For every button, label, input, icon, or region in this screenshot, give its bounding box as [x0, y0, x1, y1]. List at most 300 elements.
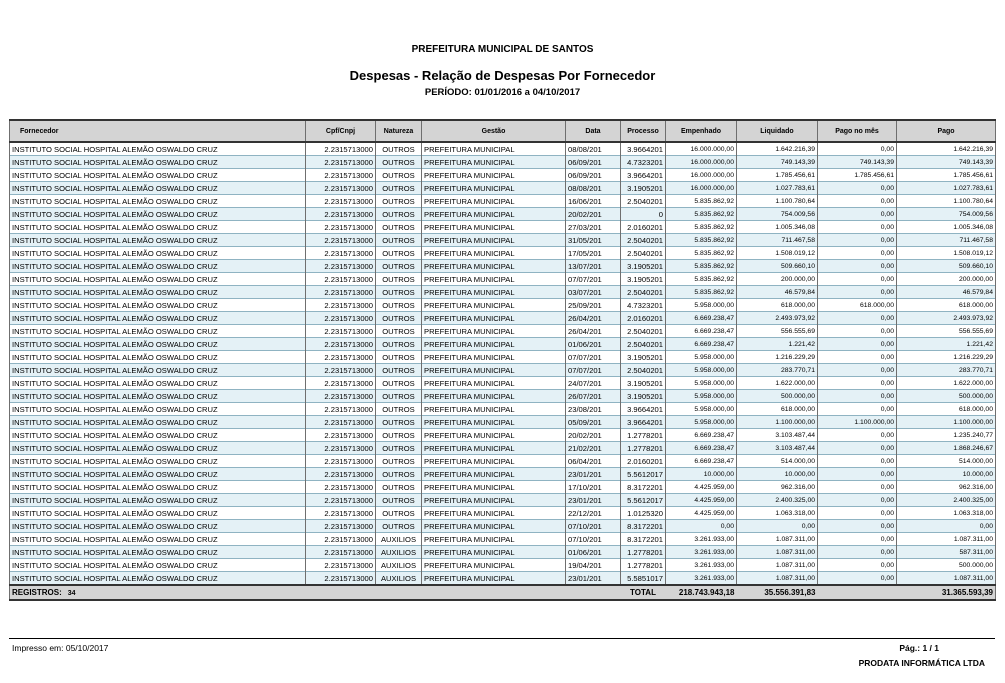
cell-data: 05/09/201 [566, 416, 621, 429]
cell-pago-mes: 0,00 [818, 429, 897, 442]
cell-processo: 1.2778201 [621, 429, 666, 442]
cell-empenhado: 16.000.000,00 [666, 142, 737, 156]
cell-cpf: 2.2315713000 [306, 234, 376, 247]
cell-gestao: PREFEITURA MUNICIPAL [422, 142, 566, 156]
cell-gestao: PREFEITURA MUNICIPAL [422, 559, 566, 572]
table-row [10, 169, 996, 182]
cell-processo: 8.3172201 [621, 520, 666, 533]
table-row [10, 195, 996, 208]
cell-gestao: PREFEITURA MUNICIPAL [422, 520, 566, 533]
totals-row [10, 585, 996, 600]
cell-cpf: 2.2315713000 [306, 325, 376, 338]
cell-pago-mes: 0,00 [818, 403, 897, 416]
cell-liquidado: 1.063.318,00 [737, 507, 818, 520]
table-row [10, 156, 996, 169]
cell-empenhado: 5.835.862,92 [666, 221, 737, 234]
cell-gestao: PREFEITURA MUNICIPAL [422, 299, 566, 312]
table-row [10, 286, 996, 299]
cell-pago: 1.063.318,00 [897, 507, 996, 520]
cell-empenhado: 0,00 [666, 520, 737, 533]
cell-gestao: PREFEITURA MUNICIPAL [422, 377, 566, 390]
cell-empenhado: 6.669.238,47 [666, 429, 737, 442]
cell-empenhado: 3.261.933,00 [666, 533, 737, 546]
cell-empenhado: 6.669.238,47 [666, 442, 737, 455]
cell-empenhado: 3.261.933,00 [666, 559, 737, 572]
cell-empenhado: 5.958.000,00 [666, 403, 737, 416]
cell-pago: 1.642.216,39 [897, 142, 996, 156]
cell-liquidado: 618.000,00 [737, 299, 818, 312]
cell-liquidado: 962.316,00 [737, 481, 818, 494]
cell-cpf: 2.2315713000 [306, 182, 376, 195]
cell-data: 27/03/201 [566, 221, 621, 234]
cell-natureza: OUTROS [376, 403, 422, 416]
table-row [10, 429, 996, 442]
cell-data: 22/12/201 [566, 507, 621, 520]
cell-cpf: 2.2315713000 [306, 442, 376, 455]
cell-data: 20/02/201 [566, 208, 621, 221]
cell-empenhado: 5.958.000,00 [666, 364, 737, 377]
cell-empenhado: 6.669.238,47 [666, 338, 737, 351]
cell-cpf: 2.2315713000 [306, 533, 376, 546]
cell-processo: 2.5040201 [621, 364, 666, 377]
cell-processo: 4.7323201 [621, 299, 666, 312]
col-header-gestao: Gestão [422, 120, 566, 142]
cell-liquidado: 1.005.346,08 [737, 221, 818, 234]
cell-empenhado: 4.425.959,00 [666, 507, 737, 520]
cell-cpf: 2.2315713000 [306, 416, 376, 429]
cell-liquidado: 2.400.325,00 [737, 494, 818, 507]
cell-empenhado: 6.669.238,47 [666, 455, 737, 468]
cell-empenhado: 6.669.238,47 [666, 312, 737, 325]
cell-cpf: 2.2315713000 [306, 507, 376, 520]
cell-processo: 2.5040201 [621, 247, 666, 260]
cell-cpf: 2.2315713000 [306, 546, 376, 559]
cell-gestao: PREFEITURA MUNICIPAL [422, 169, 566, 182]
cell-fornecedor: INSTITUTO SOCIAL HOSPITAL ALEMÃO OSWALDO CRUZ [10, 507, 306, 520]
cell-cpf: 2.2315713000 [306, 273, 376, 286]
cell-pago-mes: 0,00 [818, 273, 897, 286]
cell-natureza: OUTROS [376, 468, 422, 481]
cell-data: 06/04/201 [566, 455, 621, 468]
cell-processo: 5.5851017 [621, 572, 666, 586]
cell-natureza: OUTROS [376, 273, 422, 286]
cell-fornecedor: INSTITUTO SOCIAL HOSPITAL ALEMÃO OSWALDO CRUZ [10, 325, 306, 338]
cell-processo: 2.0160201 [621, 221, 666, 234]
table-body [10, 142, 996, 585]
cell-processo: 5.5612017 [621, 494, 666, 507]
cell-processo: 1.2778201 [621, 559, 666, 572]
cell-natureza: OUTROS [376, 247, 422, 260]
cell-fornecedor: INSTITUTO SOCIAL HOSPITAL ALEMÃO OSWALDO CRUZ [10, 195, 306, 208]
cell-natureza: OUTROS [376, 260, 422, 273]
table-row [10, 403, 996, 416]
cell-pago-mes: 0,00 [818, 572, 897, 586]
cell-fornecedor: INSTITUTO SOCIAL HOSPITAL ALEMÃO OSWALDO CRUZ [10, 208, 306, 221]
cell-fornecedor: INSTITUTO SOCIAL HOSPITAL ALEMÃO OSWALDO CRUZ [10, 429, 306, 442]
cell-liquidado: 556.555,69 [737, 325, 818, 338]
cell-gestao: PREFEITURA MUNICIPAL [422, 208, 566, 221]
cell-pago: 618.000,00 [897, 299, 996, 312]
cell-liquidado: 46.579,84 [737, 286, 818, 299]
registros-label: REGISTROS: [12, 587, 62, 597]
cell-data: 23/01/201 [566, 468, 621, 481]
cell-data: 06/09/201 [566, 156, 621, 169]
total-empenhado: 218.743.943,18 [666, 585, 737, 600]
table-row [10, 312, 996, 325]
cell-cpf: 2.2315713000 [306, 468, 376, 481]
cell-cpf: 2.2315713000 [306, 494, 376, 507]
col-header-empenhado: Empenhado [666, 120, 737, 142]
cell-cpf: 2.2315713000 [306, 195, 376, 208]
cell-processo: 3.9664201 [621, 169, 666, 182]
cell-liquidado: 1.100.780,64 [737, 195, 818, 208]
table-row [10, 299, 996, 312]
cell-fornecedor: INSTITUTO SOCIAL HOSPITAL ALEMÃO OSWALDO CRUZ [10, 403, 306, 416]
cell-pago: 1.785.456,61 [897, 169, 996, 182]
cell-empenhado: 5.958.000,00 [666, 299, 737, 312]
cell-natureza: OUTROS [376, 169, 422, 182]
cell-processo: 2.5040201 [621, 195, 666, 208]
cell-liquidado: 618.000,00 [737, 403, 818, 416]
cell-empenhado: 16.000.000,00 [666, 169, 737, 182]
cell-empenhado: 16.000.000,00 [666, 182, 737, 195]
cell-cpf: 2.2315713000 [306, 221, 376, 234]
cell-data: 08/08/201 [566, 142, 621, 156]
cell-liquidado: 1.087.311,00 [737, 546, 818, 559]
cell-cpf: 2.2315713000 [306, 260, 376, 273]
cell-gestao: PREFEITURA MUNICIPAL [422, 572, 566, 586]
cell-pago: 514.000,00 [897, 455, 996, 468]
cell-natureza: OUTROS [376, 156, 422, 169]
cell-pago: 500.000,00 [897, 559, 996, 572]
cell-natureza: OUTROS [376, 416, 422, 429]
total-pago: 31.365.593,39 [897, 585, 996, 600]
cell-pago: 618.000,00 [897, 403, 996, 416]
cell-natureza: OUTROS [376, 390, 422, 403]
cell-empenhado: 5.835.862,92 [666, 286, 737, 299]
cell-pago: 1.868.246,67 [897, 442, 996, 455]
cell-data: 23/01/201 [566, 572, 621, 586]
cell-gestao: PREFEITURA MUNICIPAL [422, 182, 566, 195]
cell-fornecedor: INSTITUTO SOCIAL HOSPITAL ALEMÃO OSWALDO CRUZ [10, 520, 306, 533]
cell-pago: 2.400.325,00 [897, 494, 996, 507]
cell-empenhado: 5.958.000,00 [666, 390, 737, 403]
cell-liquidado: 3.103.487,44 [737, 442, 818, 455]
table-row [10, 494, 996, 507]
cell-pago: 10.000,00 [897, 468, 996, 481]
col-header-processo: Processo [621, 120, 666, 142]
cell-cpf: 2.2315713000 [306, 364, 376, 377]
cell-fornecedor: INSTITUTO SOCIAL HOSPITAL ALEMÃO OSWALDO CRUZ [10, 247, 306, 260]
printed-date: Impresso em: 05/10/2017 [12, 643, 109, 653]
cell-liquidado: 1.087.311,00 [737, 572, 818, 586]
cell-processo: 3.9664201 [621, 416, 666, 429]
cell-fornecedor: INSTITUTO SOCIAL HOSPITAL ALEMÃO OSWALDO CRUZ [10, 364, 306, 377]
cell-fornecedor: INSTITUTO SOCIAL HOSPITAL ALEMÃO OSWALDO CRUZ [10, 299, 306, 312]
table-row [10, 442, 996, 455]
cell-gestao: PREFEITURA MUNICIPAL [422, 156, 566, 169]
cell-pago-mes: 1.785.456,61 [818, 169, 897, 182]
cell-fornecedor: INSTITUTO SOCIAL HOSPITAL ALEMÃO OSWALDO CRUZ [10, 572, 306, 586]
cell-pago: 1.005.346,08 [897, 221, 996, 234]
cell-processo: 2.5040201 [621, 338, 666, 351]
cell-data: 16/06/201 [566, 195, 621, 208]
cell-pago: 1.100.000,00 [897, 416, 996, 429]
cell-pago-mes: 0,00 [818, 364, 897, 377]
cell-gestao: PREFEITURA MUNICIPAL [422, 403, 566, 416]
cell-pago-mes: 0,00 [818, 390, 897, 403]
cell-data: 03/07/201 [566, 286, 621, 299]
cell-fornecedor: INSTITUTO SOCIAL HOSPITAL ALEMÃO OSWALDO CRUZ [10, 481, 306, 494]
cell-pago-mes: 0,00 [818, 520, 897, 533]
cell-natureza: AUXILIOS [376, 559, 422, 572]
cell-fornecedor: INSTITUTO SOCIAL HOSPITAL ALEMÃO OSWALDO CRUZ [10, 182, 306, 195]
cell-processo: 8.3172201 [621, 481, 666, 494]
cell-natureza: AUXILIOS [376, 533, 422, 546]
cell-natureza: OUTROS [376, 377, 422, 390]
cell-liquidado: 500.000,00 [737, 390, 818, 403]
cell-cpf: 2.2315713000 [306, 299, 376, 312]
table-row [10, 416, 996, 429]
table-row [10, 546, 996, 559]
cell-liquidado: 3.103.487,44 [737, 429, 818, 442]
cell-pago-mes: 0,00 [818, 377, 897, 390]
cell-cpf: 2.2315713000 [306, 429, 376, 442]
cell-cpf: 2.2315713000 [306, 481, 376, 494]
expenses-table [9, 119, 996, 601]
cell-pago: 1.027.783,61 [897, 182, 996, 195]
cell-empenhado: 3.261.933,00 [666, 546, 737, 559]
cell-data: 25/09/201 [566, 299, 621, 312]
cell-gestao: PREFEITURA MUNICIPAL [422, 273, 566, 286]
cell-pago-mes: 0,00 [818, 247, 897, 260]
cell-gestao: PREFEITURA MUNICIPAL [422, 390, 566, 403]
table-row [10, 559, 996, 572]
table-row [10, 572, 996, 586]
cell-processo: 4.7323201 [621, 156, 666, 169]
cell-data: 17/10/201 [566, 481, 621, 494]
cell-gestao: PREFEITURA MUNICIPAL [422, 442, 566, 455]
cell-data: 08/08/201 [566, 182, 621, 195]
table-row [10, 234, 996, 247]
cell-fornecedor: INSTITUTO SOCIAL HOSPITAL ALEMÃO OSWALDO CRUZ [10, 416, 306, 429]
cell-liquidado: 754.009,56 [737, 208, 818, 221]
cell-data: 24/07/201 [566, 377, 621, 390]
cell-natureza: OUTROS [376, 312, 422, 325]
cell-liquidado: 1.221,42 [737, 338, 818, 351]
cell-natureza: OUTROS [376, 364, 422, 377]
cell-processo: 5.5612017 [621, 468, 666, 481]
cell-fornecedor: INSTITUTO SOCIAL HOSPITAL ALEMÃO OSWALDO CRUZ [10, 234, 306, 247]
cell-cpf: 2.2315713000 [306, 208, 376, 221]
cell-fornecedor: INSTITUTO SOCIAL HOSPITAL ALEMÃO OSWALDO CRUZ [10, 312, 306, 325]
cell-natureza: OUTROS [376, 507, 422, 520]
cell-data: 26/04/201 [566, 312, 621, 325]
cell-gestao: PREFEITURA MUNICIPAL [422, 234, 566, 247]
cell-pago-mes: 0,00 [818, 533, 897, 546]
cell-liquidado: 1.087.311,00 [737, 533, 818, 546]
cell-liquidado: 1.622.000,00 [737, 377, 818, 390]
cell-pago: 711.467,58 [897, 234, 996, 247]
cell-gestao: PREFEITURA MUNICIPAL [422, 468, 566, 481]
cell-pago-mes: 1.100.000,00 [818, 416, 897, 429]
cell-fornecedor: INSTITUTO SOCIAL HOSPITAL ALEMÃO OSWALDO CRUZ [10, 377, 306, 390]
cell-natureza: OUTROS [376, 142, 422, 156]
cell-pago-mes: 0,00 [818, 182, 897, 195]
cell-data: 06/09/201 [566, 169, 621, 182]
cell-data: 26/07/201 [566, 390, 621, 403]
col-header-natureza: Natureza [376, 120, 422, 142]
cell-pago-mes: 0,00 [818, 546, 897, 559]
table-row [10, 481, 996, 494]
cell-processo: 2.5040201 [621, 325, 666, 338]
cell-cpf: 2.2315713000 [306, 351, 376, 364]
cell-gestao: PREFEITURA MUNICIPAL [422, 221, 566, 234]
table-header-row [10, 120, 996, 142]
cell-processo: 2.5040201 [621, 286, 666, 299]
cell-cpf: 2.2315713000 [306, 403, 376, 416]
cell-fornecedor: INSTITUTO SOCIAL HOSPITAL ALEMÃO OSWALDO CRUZ [10, 494, 306, 507]
cell-processo: 2.5040201 [621, 234, 666, 247]
cell-pago: 1.508.019,12 [897, 247, 996, 260]
cell-natureza: OUTROS [376, 429, 422, 442]
table-row [10, 182, 996, 195]
cell-processo: 3.9664201 [621, 142, 666, 156]
cell-pago: 749.143,39 [897, 156, 996, 169]
cell-cpf: 2.2315713000 [306, 572, 376, 586]
table-row [10, 377, 996, 390]
cell-empenhado: 5.835.862,92 [666, 260, 737, 273]
cell-gestao: PREFEITURA MUNICIPAL [422, 546, 566, 559]
cell-empenhado: 6.669.238,47 [666, 325, 737, 338]
cell-processo: 3.1905201 [621, 377, 666, 390]
cell-fornecedor: INSTITUTO SOCIAL HOSPITAL ALEMÃO OSWALDO CRUZ [10, 260, 306, 273]
cell-processo: 2.0160201 [621, 455, 666, 468]
company-name: PRODATA INFORMÁTICA LTDA [858, 658, 985, 668]
cell-data: 07/07/201 [566, 364, 621, 377]
cell-processo: 1.0125320 [621, 507, 666, 520]
table-row [10, 142, 996, 156]
col-header-pago-mes: Pago no mês [818, 120, 897, 142]
table-row [10, 247, 996, 260]
cell-liquidado: 1.087.311,00 [737, 559, 818, 572]
cell-pago: 1.087.311,00 [897, 572, 996, 586]
cell-natureza: OUTROS [376, 520, 422, 533]
cell-gestao: PREFEITURA MUNICIPAL [422, 286, 566, 299]
cell-data: 23/01/201 [566, 494, 621, 507]
cell-empenhado: 16.000.000,00 [666, 156, 737, 169]
cell-natureza: OUTROS [376, 182, 422, 195]
cell-pago-mes: 0,00 [818, 351, 897, 364]
cell-fornecedor: INSTITUTO SOCIAL HOSPITAL ALEMÃO OSWALDO CRUZ [10, 286, 306, 299]
cell-data: 07/07/201 [566, 273, 621, 286]
cell-fornecedor: INSTITUTO SOCIAL HOSPITAL ALEMÃO OSWALDO CRUZ [10, 221, 306, 234]
cell-empenhado: 5.835.862,92 [666, 247, 737, 260]
cell-liquidado: 1.027.783,61 [737, 182, 818, 195]
cell-liquidado: 1.508.019,12 [737, 247, 818, 260]
cell-gestao: PREFEITURA MUNICIPAL [422, 429, 566, 442]
cell-empenhado: 5.835.862,92 [666, 234, 737, 247]
cell-pago: 754.009,56 [897, 208, 996, 221]
cell-gestao: PREFEITURA MUNICIPAL [422, 455, 566, 468]
cell-processo: 0 [621, 208, 666, 221]
cell-cpf: 2.2315713000 [306, 156, 376, 169]
report-period: PERÍODO: 01/01/2016 a 04/10/2017 [424, 87, 581, 98]
cell-pago-mes: 0,00 [818, 286, 897, 299]
cell-liquidado: 1.642.216,39 [737, 142, 818, 156]
cell-liquidado: 1.216.229,29 [737, 351, 818, 364]
cell-data: 17/05/201 [566, 247, 621, 260]
cell-empenhado: 5.835.862,92 [666, 208, 737, 221]
cell-cpf: 2.2315713000 [306, 455, 376, 468]
cell-natureza: OUTROS [376, 481, 422, 494]
cell-cpf: 2.2315713000 [306, 247, 376, 260]
cell-liquidado: 0,00 [737, 520, 818, 533]
cell-gestao: PREFEITURA MUNICIPAL [422, 533, 566, 546]
cell-natureza: OUTROS [376, 351, 422, 364]
cell-liquidado: 200.000,00 [737, 273, 818, 286]
cell-fornecedor: INSTITUTO SOCIAL HOSPITAL ALEMÃO OSWALDO CRUZ [10, 442, 306, 455]
cell-fornecedor: INSTITUTO SOCIAL HOSPITAL ALEMÃO OSWALDO CRUZ [10, 142, 306, 156]
table-row [10, 455, 996, 468]
cell-pago-mes: 0,00 [818, 312, 897, 325]
cell-gestao: PREFEITURA MUNICIPAL [422, 312, 566, 325]
cell-fornecedor: INSTITUTO SOCIAL HOSPITAL ALEMÃO OSWALDO CRUZ [10, 338, 306, 351]
report-title: Despesas - Relação de Despesas Por Fornecedor [349, 68, 656, 83]
cell-natureza: OUTROS [376, 455, 422, 468]
cell-empenhado: 10.000,00 [666, 468, 737, 481]
cell-fornecedor: INSTITUTO SOCIAL HOSPITAL ALEMÃO OSWALDO CRUZ [10, 546, 306, 559]
cell-natureza: OUTROS [376, 221, 422, 234]
col-header-data: Data [566, 120, 621, 142]
cell-processo: 3.1905201 [621, 351, 666, 364]
cell-empenhado: 5.958.000,00 [666, 351, 737, 364]
cell-pago: 0,00 [897, 520, 996, 533]
page-number: Pág.: 1 / 1 [899, 643, 939, 653]
cell-data: 31/05/201 [566, 234, 621, 247]
cell-cpf: 2.2315713000 [306, 390, 376, 403]
cell-pago: 283.770,71 [897, 364, 996, 377]
cell-pago: 1.216.229,29 [897, 351, 996, 364]
cell-pago: 1.100.780,64 [897, 195, 996, 208]
cell-data: 19/04/201 [566, 559, 621, 572]
cell-pago-mes: 618.000,00 [818, 299, 897, 312]
cell-fornecedor: INSTITUTO SOCIAL HOSPITAL ALEMÃO OSWALDO CRUZ [10, 533, 306, 546]
cell-empenhado: 5.835.862,92 [666, 195, 737, 208]
total-liquidado: 35.556.391,83 [737, 585, 818, 600]
cell-processo: 3.1905201 [621, 182, 666, 195]
table-row [10, 468, 996, 481]
cell-processo: 1.2778201 [621, 546, 666, 559]
cell-pago: 509.660,10 [897, 260, 996, 273]
cell-data: 07/07/201 [566, 351, 621, 364]
table-row [10, 221, 996, 234]
cell-gestao: PREFEITURA MUNICIPAL [422, 338, 566, 351]
cell-gestao: PREFEITURA MUNICIPAL [422, 416, 566, 429]
total-label: TOTAL [621, 585, 666, 600]
cell-natureza: AUXILIOS [376, 546, 422, 559]
cell-pago: 500.000,00 [897, 390, 996, 403]
cell-pago-mes: 0,00 [818, 559, 897, 572]
cell-liquidado: 283.770,71 [737, 364, 818, 377]
cell-natureza: OUTROS [376, 325, 422, 338]
col-header-fornecedor: Fornecedor [10, 120, 306, 142]
cell-natureza: OUTROS [376, 286, 422, 299]
cell-pago: 1.622.000,00 [897, 377, 996, 390]
cell-processo: 2.0160201 [621, 312, 666, 325]
table-row [10, 208, 996, 221]
table-row [10, 533, 996, 546]
